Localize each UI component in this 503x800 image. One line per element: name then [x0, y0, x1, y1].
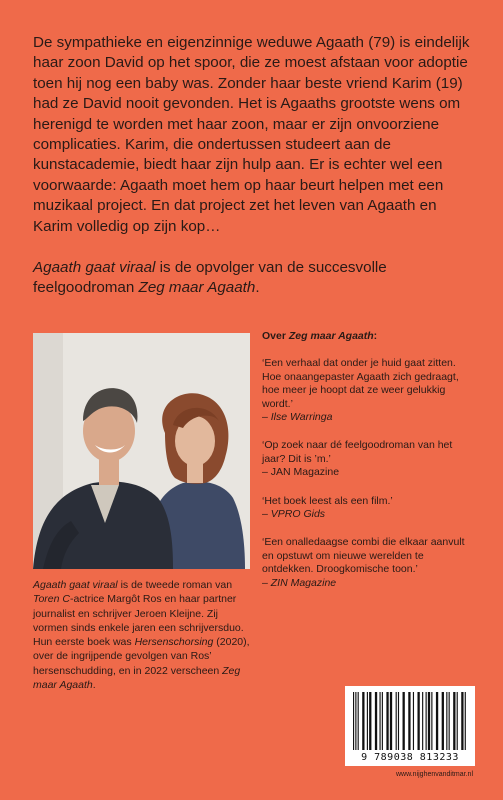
sequel-text: is de opvolger van de succesvolle feelgoodroman — [33, 259, 387, 297]
review-item — [262, 536, 472, 590]
review-quote: ‘Een onalledaagse combi die elkaar aanvult en opstuwt om nieuwe werelden te ontdekken. Droogkomische toon.’ — [262, 536, 465, 576]
author-photo — [33, 333, 250, 569]
bio-part-1: is de tweede roman van — [117, 579, 233, 591]
bio-series-title: Toren C — [33, 593, 70, 606]
review-quote: ‘Een verhaal dat onder je huid gaat zitten. Hoe onaangepaster Agaath zich gedraagt, hoe meer je hoopt dat ze weer gelukkig wordt.’ — [262, 357, 459, 410]
blurb-sequel — [33, 258, 473, 299]
blurb-intro: De sympathieke en eigenzinnige weduwe Agaath (79) is eindelijk haar zoon David op het spoor, die ze moest afstaan voor adoptie toen hij nog een baby was. Zonder haar beste vriend Karim (19) had ze David nooit gevonden. Het is Agaaths grootste wens om herenigd te worden met haar zoon, maar er zijn onvoorziene complicaties. Karim, die ondertussen studeert aan de kunstacademie, biedt haar zijn hulp aan. Er is echter wel een voorwaarde: Agaath moet hem op haar beurt helpen met een muzikaal project. En dat project zet het leven van Agaath en Karim volledig op zijn kop… — [33, 34, 470, 235]
sequel-end: . — [255, 279, 260, 297]
author-bio-text — [33, 578, 253, 692]
review-source-name: VPRO Gids — [270, 508, 326, 521]
bio-part-3: (2020), over de ingrijpende gevolgen van Ros’ hersenschudding, en in 2022 verscheen — [33, 636, 250, 677]
review-item — [262, 357, 472, 424]
review-dash: – — [262, 411, 271, 424]
review-source — [262, 411, 472, 424]
review-source — [262, 577, 472, 590]
review-quote: ‘Op zoek naar dé feelgoodroman van het jaar? Dit is ’m.’ — [262, 439, 453, 465]
reviews-heading-prefix: Over — [262, 330, 289, 342]
review-dash: – — [262, 508, 271, 521]
review-quote: ‘Het boek leest als een film.’ — [262, 494, 393, 507]
blurb — [33, 33, 473, 299]
isbn-number: 9 789038 813233 — [361, 752, 459, 763]
bio-previous-title: Zeg maar Agaath — [33, 664, 241, 692]
sequel-title: Agaath gaat viraal — [33, 259, 156, 277]
review-source-name: ZIN Magazine — [270, 576, 337, 589]
reviews-heading-title: Zeg maar Agaath — [288, 330, 374, 342]
review-source — [262, 508, 472, 521]
reviews-heading — [262, 330, 472, 343]
review-source-name: JAN Magazine — [270, 466, 340, 479]
review-source-name: Ilse Warringa — [270, 411, 333, 424]
bio-part-2: -actrice Margôt Ros en haar partner journalist en schrijver Jeroen Kleijne. Zij vormen sinds enkele jaren een schrijversduo. Hun eerste boek was — [33, 593, 244, 649]
publisher-url: www.nijghenvanditmar.nl — [395, 771, 473, 778]
review-dash: – — [262, 576, 271, 589]
review-item — [262, 495, 472, 522]
author-bio — [33, 578, 253, 692]
bio-book-title: Agaath gaat viraal — [33, 579, 118, 591]
review-item — [262, 439, 472, 479]
isbn-barcode — [345, 686, 475, 766]
bio-part-4: . — [92, 679, 96, 692]
review-source — [262, 466, 472, 479]
bio-first-book: Hersenschorsing — [134, 636, 214, 649]
previous-title: Zeg maar Agaath — [138, 279, 256, 297]
review-dash: – — [262, 466, 271, 479]
reviews — [262, 330, 472, 605]
reviews-heading-suffix: : — [373, 330, 378, 342]
